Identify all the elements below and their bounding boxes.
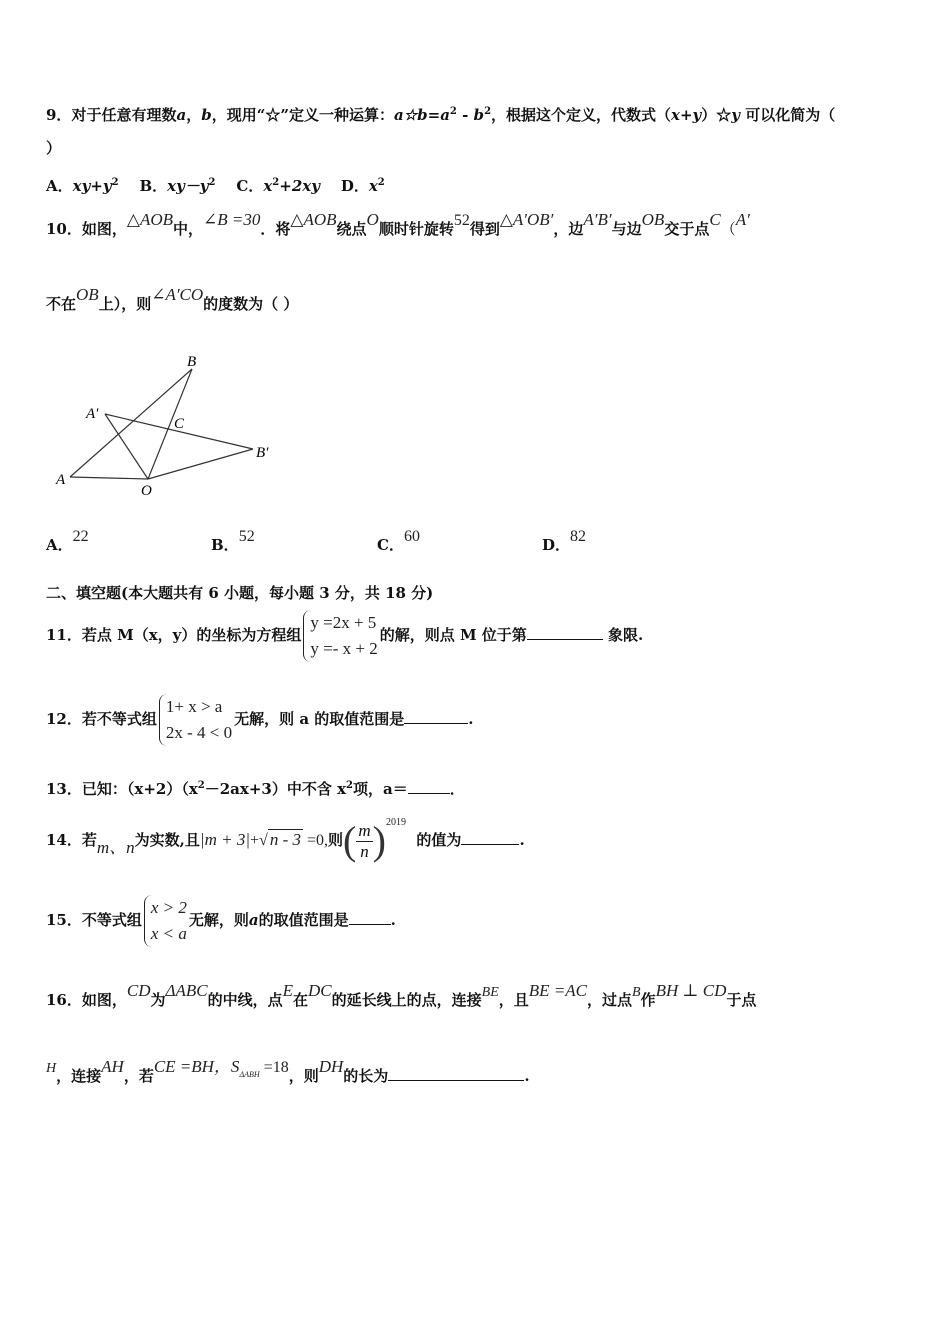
q13: 13．已知：$(x+2)(x^2-2ax+3)$中不含 $x^2$项，a＝ ． (46, 780, 465, 798)
q10-line2: 不在OB上），则∠A′CO的度数为（ ） (46, 285, 299, 313)
q11: 11．若点 M（x，y）的坐标为方程组 y =2x + 5 y =- x + 2 的解，则点 M 位于第 象限. (46, 608, 643, 662)
q10-option-d[interactable]: D．82 (542, 528, 587, 554)
label-O: O (141, 483, 152, 499)
line-OBprime (148, 449, 253, 479)
q10-option-b[interactable]: B．52 (211, 528, 255, 554)
q13-answer-blank[interactable] (408, 779, 450, 794)
section-heading: 二、填空题(本大题共有 6 小题，每小题 3 分，共 18 分) (46, 584, 434, 602)
q15-answer-blank[interactable] (349, 910, 391, 925)
q12-answer-blank[interactable] (404, 709, 468, 724)
q16-answer-blank[interactable] (388, 1066, 524, 1081)
q16-line1: 16．如图，CD为ΔABC的中线，点E在DC的延长线上的点，连接BE，且BE =AC，过点B作BH ⊥ CD于点 (46, 981, 757, 1009)
q16-line2: H，连接AH，若CE =BH，$S^{\Delta ABH} =18$，则DH的长为 . (46, 1057, 530, 1085)
label-B: B (187, 354, 197, 370)
q9-option-c[interactable]: C．$x^2+2xy$ (236, 177, 320, 195)
q9-option-a[interactable]: A．$xy+y^2$ (46, 177, 119, 195)
q9-line1: 9．对于任意有理数a，b，现用“☆”定义一种运算：$a☆b=a^2 - b^2$，根据这个定义，代数式（x+y）☆y 可以化简为（ (46, 106, 836, 124)
q11-equation-system: y =2x + 5 y =- x + 2 (303, 610, 377, 662)
q9-option-d[interactable]: D．$x^2$ (340, 177, 385, 195)
line-AprimeO (105, 414, 148, 479)
q14-answer-blank[interactable] (461, 830, 519, 845)
label-A-prime: A′ (86, 406, 99, 422)
q9-line2: ） (46, 139, 62, 157)
label-C: C (174, 416, 185, 432)
q15: 15．不等式组 x > 2 x < a 无解，则a的取值范围是 . (46, 893, 396, 947)
label-A: A (56, 472, 66, 488)
q10-figure (48, 350, 288, 510)
line-OB (148, 369, 192, 479)
q9-options (46, 173, 385, 196)
q10-option-a[interactable]: A．22 (46, 528, 89, 554)
q9-option-b[interactable]: B．$xy-y^2$ (139, 177, 216, 195)
label-B-prime: B′ (256, 445, 269, 461)
q11-answer-blank[interactable] (527, 625, 603, 640)
line-AO (70, 477, 148, 479)
q12: 12．若不等式组 1+ x > a 2x - 4 < 0 无解，则 a 的取值范围是 . (46, 692, 474, 746)
q14-fraction: $\frac{m}{n}$ (358, 820, 371, 861)
q14: 14．若m、n为实数,且|m + 3|+√ n - 3 =0,则( $\frac{m}{n}$ )$^{2019}$ 的值为 . (46, 817, 525, 863)
q10-option-c[interactable]: C．60 (377, 528, 420, 554)
q10-line1: 10．如图，△AOB中，∠B =30．将△AOB绕点O顺时针旋转52得到△A′OB′，边A′B′与边OB交于点C（A′ (46, 210, 750, 238)
q12-inequality-system: 1+ x > a 2x - 4 < 0 (159, 694, 232, 746)
q15-inequality-system: x > 2 x < a (144, 895, 187, 947)
